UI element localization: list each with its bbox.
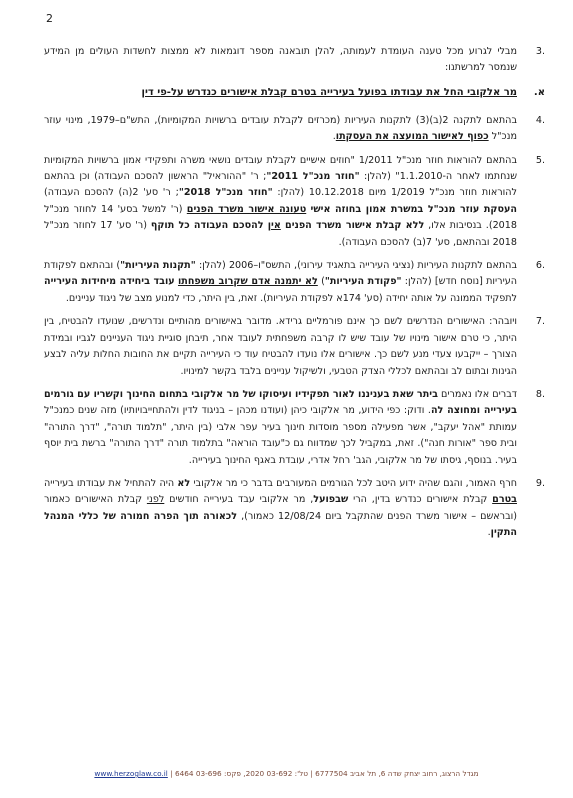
text-run: ) — [317, 276, 325, 288]
emphasis-run: לא יתמנה אדם שקרוב משפחתו — [177, 276, 318, 288]
paragraph-text — [44, 113, 517, 146]
paragraph-text: ויובהר: האישורים הנדרשים לשם כך אינם פורמליים גרידא. מדובר באישורים מהותיים ונדרשים, שנועדו להבטיח, בין היתר, כי טרם אישור מינויו של עובד שיש לו קרבה משפחתית לעובד אחר, תיבחן סוגיית ניגוד העניינים לגביו ובמידת הצורך – ייקבעו צעדי מנע לשם כך. אישורים אלו נועדו להבטיח עוד כי העירייה תקיים את החובות החלות עליה לבצע הגינות ובתום לב ובהתאם לכללי הצדק הטבעי, ולשיקול עניינים בלבד בקשר למינויו. — [44, 316, 517, 377]
paragraph-7 — [44, 314, 545, 380]
paragraph-5 — [44, 153, 545, 251]
emphasis-run: לפני — [146, 494, 165, 506]
paragraph-text: מבלי לגרוע מכל טענה העומדת לעמותה, להלן תובאנה מספר דוגמאות לא ממצות לחשדות העולים מן המידע שנמסר למרשתנו: — [44, 46, 517, 74]
text-run: . ודוק: כפי הידוע, מר אלקובי כיהן (ועודנו מכהן – בניגוד לדין ולהתחייבויותיו) מזה שנים כמנכ"ל עמותת "אהל יעקב", אשר מפעילה מספר מוסדות חינוך בעיר עפר אלבי (בין היתר, "תלמוד תורה", "דרך התורה" ובית ספר "אורות חנה"). זאת, במקביל לכך שמדווח גם כ"עובד הוראה" בתלמוד תורה "דרך התורה" ברשת בית יוסף בעיר. בנוסף, גיסתו של מר אלקובי, הגב' רחל אדרי, עובדת באגף החינוך בעירייה. — [44, 405, 517, 466]
emphasis-run: "חוזר מנכ"ל 2018" — [178, 187, 273, 199]
paragraph-number: .3 — [535, 46, 545, 57]
section-letter: א. — [533, 86, 545, 98]
paragraph-number: .7 — [535, 316, 545, 328]
text-run: בהתאם לתקנה 2(ב)(3) לתקנות העיריות (מכרזים לקבלת עובדים ברשויות המקומיות), התש"ם–1979, מינוי עוזר מנכ"ל — [44, 114, 517, 143]
paragraph-number: .5 — [535, 154, 545, 166]
paragraph-number: .6 — [535, 260, 545, 272]
emphasis-run: טעונה אישור משרד הפנים — [186, 203, 307, 215]
text-run: ) ובהתאם לפקודת העיריות [נוסח חדש] (להלן: — [44, 260, 518, 288]
emphasis-run: כפוף לאישור המועצה את העסקתו — [335, 131, 489, 143]
paragraph-9 — [44, 476, 545, 542]
emphasis-run: ללא קבלת אישור משרד הפנים — [280, 220, 425, 232]
text-run: . — [487, 527, 491, 539]
emphasis-run: שבפועל — [313, 494, 349, 506]
text-run: (ר' למשל בסע' 14 לחוזר מנכ"ל 2018). בנסיבות אלו, — [44, 203, 517, 232]
emphasis-run: "תקנות העיריות" — [120, 260, 196, 272]
paragraph-8 — [44, 387, 545, 469]
document-body — [44, 44, 545, 549]
text-run: קבלת אישורים כנדרש בדין, הרי — [348, 494, 493, 506]
text-run: היה להתחיל את עבודתו בעירייה — [44, 477, 178, 489]
text-run: , מר אלקובי עבד בעירייה חודשים — [164, 494, 314, 506]
paragraph-number: .8 — [535, 388, 545, 400]
text-run: לתפקיד הממונה על אותה יחידה (סע' 174א לפקודת העיריות). זאת, בין היתר, כדי למנוע מצב של ניגוד עניינים. — [65, 292, 517, 304]
emphasis-run: עובד ביחידה מיחידות העירייה — [44, 276, 175, 288]
emphasis-run: "חוזר מנכ"ל 2011" — [266, 171, 360, 183]
paragraph-number: .9 — [535, 477, 545, 489]
emphasis-run: אין — [267, 220, 281, 232]
emphasis-run: ביתר שאת בעניננו לאור תפקידיו ועיסוקו של מר אלקובי בתחום החינוך וקשריו עם גורמים בעירייה ומחוצה לה — [44, 388, 517, 417]
text-run: בהתאם להוראות חוזר מנכ"ל 1/2011 "חוזים אישיים לקבלת עובדים נושאי משרה ותפקידי אמון ברשויות המקומיות שנחתמו לאחר ה-1.1.2010" (להלן: — [44, 154, 517, 183]
paragraph-4 — [44, 113, 545, 146]
text-run: (ר' סע' 17 לחוזר מנכ"ל 2018 ובהתאם, סע' 7(ב) להסכם העבודה). — [44, 220, 517, 248]
page-footer — [60, 769, 513, 778]
text-run: בהתאם לתקנות העיריות (נציגי העירייה בתאגיד עירוני), התשס"ו–2006 (להלן: — [195, 260, 517, 272]
text-run: קבלת האישורים כאמור (ובראשם – אישור משרד הפנים שהתקבל ביום 12/08/24 כאמור), — [44, 494, 517, 522]
section-heading-a — [44, 85, 545, 101]
paragraph-6 — [44, 258, 545, 307]
paragraph-text — [44, 153, 517, 251]
text-run: . — [332, 131, 336, 143]
text-run: ; ר' "ההוראיל" הראשון להסכם העבודה) וכן בהתאם להוראות חוזר מנכ"ל 1/2019 מיום 10.12.2018 (להלן: — [44, 171, 517, 199]
footer-website-link[interactable]: www.herzoglaw.co.il — [94, 769, 168, 778]
page-number: 2 — [46, 12, 53, 25]
paragraph-3 — [44, 44, 545, 77]
emphasis-run: להסכם העבודה כל תוקף — [150, 220, 268, 232]
emphasis-run: בטרם — [492, 494, 517, 506]
emphasis-run: "פקודת העיריות" — [324, 276, 402, 288]
text-run: דברים אלו נאמרים — [437, 388, 517, 400]
text-run: ; ר' סע' 2(ה) להסכם העבודה) — [44, 187, 179, 199]
section-title: מר אלקובי החל את עבודתו בפועל בעירייה בטרם קבלת אישורים כנדרש על-פי דין — [141, 86, 517, 98]
footer-address: מגדל הרצוג, רחוב יצחק שדה 6, תל אביב 6777504 | טל': 03-692 2020, פקס: 03-696 6464 | — [167, 769, 479, 778]
text-run: חרף האמור, והגם שהיה ידוע היטב לכל הגורמים המעורבים בדבר כי מר אלקובי — [190, 477, 517, 489]
paragraph-text — [44, 387, 517, 469]
paragraph-text — [44, 258, 517, 307]
emphasis-run: לא — [177, 477, 191, 489]
emphasis-run: לכאורה תוך הפרה חמורה של כללי המנהל התקין — [44, 510, 517, 539]
emphasis-run: העסקת עוזר מנכ"ל במשרת אמון בחוזה אישי — [310, 203, 517, 215]
paragraph-text — [44, 476, 517, 542]
paragraph-number: .4 — [535, 114, 545, 126]
